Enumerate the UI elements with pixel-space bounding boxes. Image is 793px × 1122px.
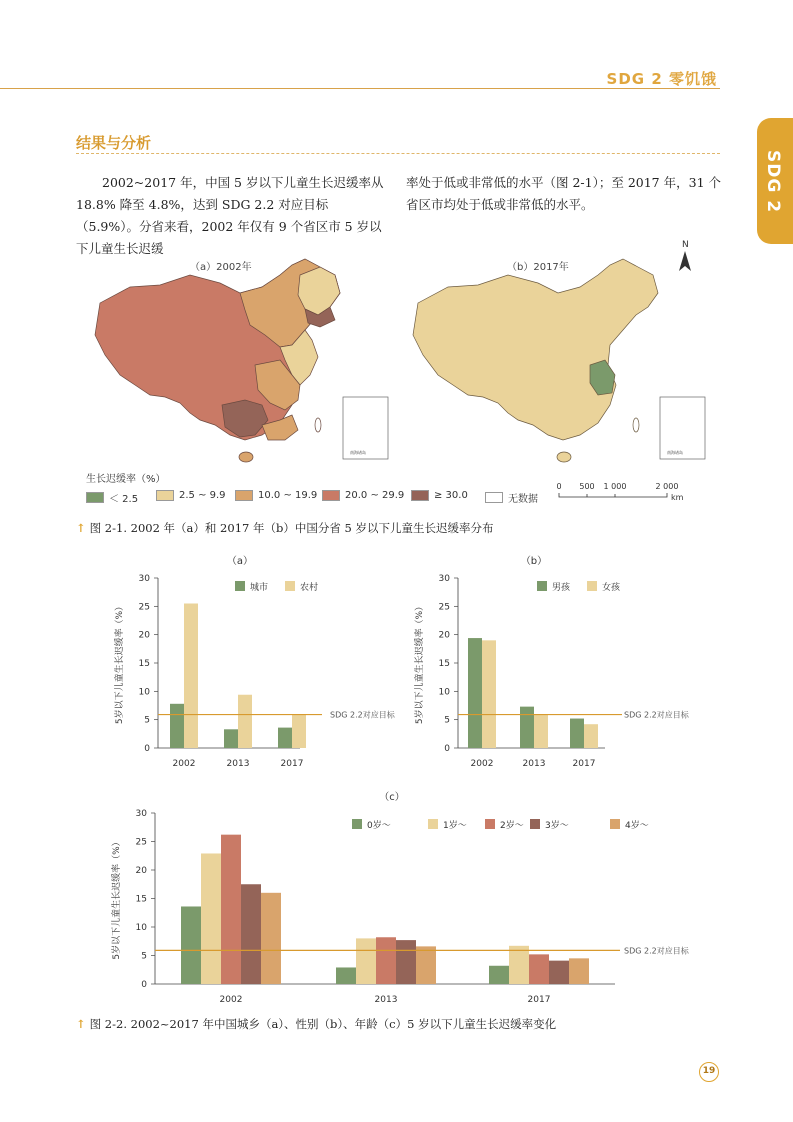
scale-label: 0 (556, 482, 562, 491)
bar-2013-1 (534, 714, 548, 748)
caption-text: 图 2-2. 2002~2017 年中国城乡（a）、性别（b）、年龄（c）5 岁以下儿童生长迟缓率变化 (89, 1017, 557, 1031)
bar-2013-1 (238, 695, 252, 748)
scale-label: 2 000 (655, 482, 679, 491)
bar-2017-0 (489, 966, 509, 984)
legend-swatch (530, 819, 540, 829)
map-b (413, 259, 705, 462)
target-label: SDG 2.2对应目标 (624, 710, 689, 720)
y-tick-label: 20 (438, 630, 450, 641)
legend-swatch (485, 492, 503, 503)
legend-item-6 (485, 490, 538, 505)
side-tab (757, 118, 793, 244)
legend-label: 2.5 ~ 9.9 (179, 490, 226, 501)
map-a-taiwan (315, 418, 321, 432)
chart-a (100, 552, 395, 777)
legend-item-1 (86, 490, 138, 505)
section-title: 结果与分析 (76, 134, 152, 152)
y-tick-label: 30 (138, 574, 150, 584)
bar-2013-2 (376, 937, 396, 984)
bar-2017-1 (509, 946, 529, 984)
legend-item-4 (322, 490, 404, 501)
caption-arrow-icon: ↑ (76, 1017, 86, 1031)
map-a-inset-label: 南海诸岛 (350, 450, 366, 455)
target-label: SDG 2.2对应目标 (624, 946, 689, 956)
bar-2002-0 (468, 638, 482, 748)
legend-swatch (537, 581, 547, 591)
legend-title: 生长迟缓率（%） (86, 474, 166, 485)
legend-swatch (411, 490, 429, 501)
bar-2013-1 (356, 938, 376, 984)
legend-label: ＜ 2.5 (109, 494, 139, 505)
bar-2002-4 (261, 893, 281, 984)
x-tick-label: 2017 (572, 759, 596, 769)
page-number: 19 (699, 1062, 719, 1082)
section-rule (76, 153, 720, 154)
y-tick-label: 0 (141, 980, 147, 990)
bar-2017-0 (570, 719, 584, 748)
figure-caption-2 (76, 1016, 556, 1032)
y-tick-label: 0 (444, 744, 450, 754)
y-tick-label: 5 (144, 715, 150, 726)
legend-swatch (235, 490, 253, 501)
bar-2013-4 (416, 946, 436, 984)
legend-label: 城市 (250, 583, 269, 593)
x-tick-label: 2017 (280, 759, 304, 769)
bar-2017-4 (569, 958, 589, 984)
x-tick-label: 2013 (374, 995, 398, 1005)
bar-2013-0 (224, 729, 238, 748)
legend-label: 男孩 (552, 583, 571, 593)
header-title: SDG 2 零饥饿 (606, 70, 717, 88)
bar-2013-0 (336, 967, 356, 984)
legend-label: 0岁～ (367, 821, 391, 831)
legend-label: 10.0 ~ 19.9 (258, 490, 318, 501)
header-rule (0, 88, 720, 89)
y-axis-label: 5岁以下儿童生长迟缓率（%） (112, 837, 122, 960)
north-label: N (682, 240, 689, 250)
figure-caption-1 (76, 520, 493, 536)
legend-label: ≥ 30.0 (434, 490, 468, 501)
y-tick-label: 15 (438, 659, 450, 669)
y-axis-label: 5岁以下儿童生长迟缓率（%） (415, 601, 425, 725)
scale-label: 1 000 (603, 482, 627, 491)
map-a-northeast (298, 267, 340, 315)
y-tick-label: 10 (135, 923, 147, 933)
legend-label: 3岁～ (545, 821, 569, 831)
scale-unit: km (671, 493, 684, 502)
y-tick-label: 15 (138, 659, 150, 669)
bar-2017-2 (529, 954, 549, 984)
y-axis-label: 5岁以下儿童生长迟缓率（%） (115, 601, 125, 725)
y-tick-label: 20 (135, 866, 147, 876)
chart-c (100, 788, 700, 1013)
chart-b (400, 552, 700, 777)
bar-2013-0 (520, 707, 534, 748)
legend-swatch (285, 581, 295, 591)
legend-item-3 (235, 490, 317, 501)
map-figure (0, 235, 793, 470)
x-tick-label: 2002 (470, 759, 494, 769)
x-tick-label: 2013 (226, 759, 250, 769)
y-tick-label: 25 (135, 837, 147, 848)
caption-text: 图 2-1. 2002 年（a）和 2017 年（b）中国分省 5 岁以下儿童生长迟缓率分布 (89, 521, 494, 535)
legend-swatch (322, 490, 340, 501)
legend-label: 女孩 (602, 583, 621, 593)
chart-title: （a） (226, 556, 254, 567)
y-tick-label: 5 (141, 951, 147, 962)
y-tick-label: 30 (438, 574, 450, 584)
north-arrow-icon (679, 251, 691, 271)
caption-arrow-icon: ↑ (76, 521, 86, 535)
legend-label: 农村 (300, 583, 319, 593)
legend-swatch (428, 819, 438, 829)
side-tab-label: SDG 2 (763, 150, 783, 214)
legend-swatch (352, 819, 362, 829)
bar-2002-2 (221, 835, 241, 984)
body-paragraph-right: 率处于低或非常低的水平（图 2-1）；至 2017 年，31 个省区市均处于低或非常低的水平。 (406, 175, 721, 212)
y-tick-label: 25 (138, 602, 150, 613)
map-b-hainan (557, 452, 571, 462)
y-tick-label: 10 (138, 687, 150, 698)
x-tick-label: 2002 (219, 995, 243, 1005)
legend-swatch (610, 819, 620, 829)
y-tick-label: 15 (135, 894, 147, 905)
y-tick-label: 5 (444, 715, 450, 726)
legend-item-2 (156, 490, 226, 501)
scale-bar (555, 480, 695, 504)
bar-2017-1 (292, 714, 306, 748)
map-b-inset-label: 南海诸岛 (667, 450, 683, 455)
legend-swatch (86, 492, 104, 503)
bar-2017-0 (278, 728, 292, 748)
legend-swatch (156, 490, 174, 501)
map-a (95, 259, 388, 462)
legend-label: 2岁～ (500, 821, 524, 831)
legend-label: 1岁～ (443, 821, 467, 831)
bar-2017-3 (549, 961, 569, 984)
bar-2013-3 (396, 940, 416, 984)
bar-2002-1 (201, 853, 221, 984)
y-tick-label: 10 (438, 687, 450, 698)
bar-2002-0 (181, 906, 201, 984)
scale-label: 500 (579, 482, 595, 491)
chart-title: （c） (379, 792, 405, 803)
scale-line (559, 493, 667, 497)
legend-swatch (587, 581, 597, 591)
map-b-mainland (413, 259, 658, 440)
bar-2002-1 (184, 604, 198, 749)
y-tick-label: 0 (144, 744, 150, 754)
legend-swatch (235, 581, 245, 591)
x-tick-label: 2013 (522, 759, 546, 769)
y-tick-label: 25 (438, 602, 450, 613)
map-a-title: （a）2002年 (190, 262, 252, 273)
legend-item-5 (411, 490, 468, 501)
legend-swatch (485, 819, 495, 829)
bar-2017-1 (584, 724, 598, 748)
map-b-title: （b）2017年 (507, 262, 569, 273)
target-label: SDG 2.2对应目标 (330, 710, 395, 720)
x-tick-label: 2002 (172, 759, 196, 769)
legend-label: 20.0 ~ 29.9 (345, 490, 405, 501)
legend-label: 无数据 (508, 494, 538, 505)
bar-2002-0 (170, 704, 184, 748)
y-tick-label: 20 (138, 630, 150, 641)
x-tick-label: 2017 (527, 995, 551, 1005)
map-b-taiwan (633, 418, 639, 432)
legend-label: 4岁～ (625, 821, 649, 831)
bar-2002-1 (482, 640, 496, 748)
body-paragraph-left: 2002~2017 年，中国 5 岁以下儿童生长迟缓率从 18.8% 降至 4.8%，达到 SDG 2.2 对应目标（5.9%）。分省来看，2002 年仅有 9 个省区市 5 岁以下儿童生长迟缓 (76, 175, 384, 256)
bar-2002-3 (241, 884, 261, 984)
chart-title: （b） (520, 556, 548, 567)
map-a-hainan (239, 452, 253, 462)
y-tick-label: 30 (135, 809, 147, 819)
